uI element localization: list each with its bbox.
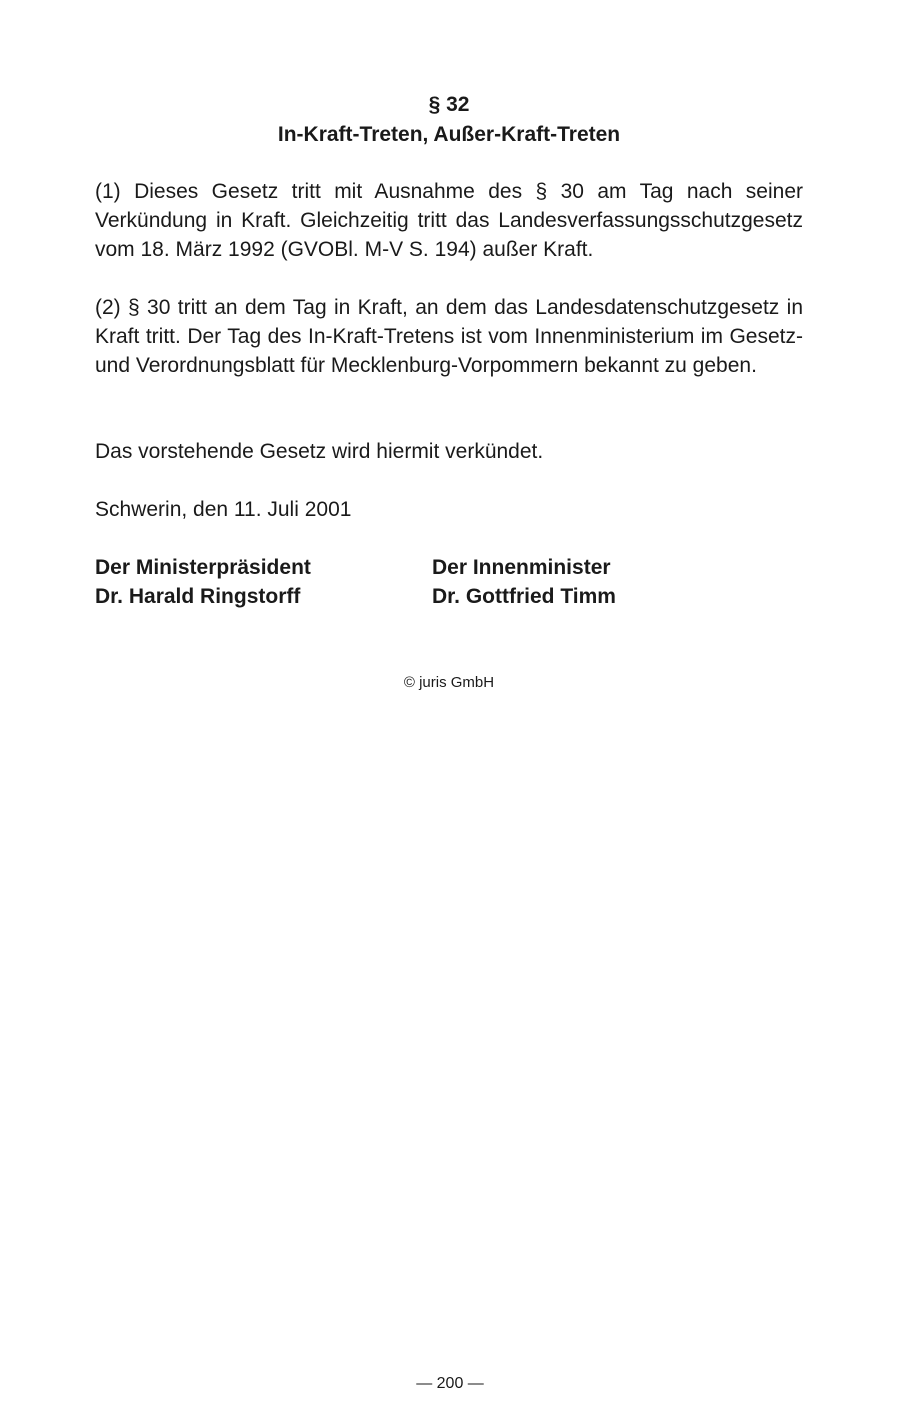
signature-office: Der Innenminister <box>432 556 611 579</box>
paragraph-2: (2) § 30 tritt an dem Tag in Kraft, an dem das Landesdatenschutzgesetz in Kraft tritt. Der Tag des In-Kraft-Tretens ist vom Innenministerium im Gesetz- und Verordnungsblatt für Mecklenburg-Vorpommern bekannt zu geben. <box>95 296 803 377</box>
copyright-notice: © juris GmbH <box>403 674 495 691</box>
proclamation-text: Das vorstehende Gesetz wird hiermit verkündet. <box>95 440 544 463</box>
page-number: — 200 — <box>416 1375 484 1392</box>
signature-block <box>95 553 803 611</box>
signature-right <box>432 553 616 611</box>
paragraph-1: (1) Dieses Gesetz tritt mit Ausnahme des § 30 am Tag nach seiner Verkündung in Kraft. Gleichzeitig tritt das Landesverfassungsschutzgesetz vom 18. März 1992 (GVOBl. M-V S. 194) außer Kraft. <box>95 180 803 261</box>
document-page <box>95 90 803 693</box>
signature-left <box>95 553 432 611</box>
signature-name: Dr. Gottfried Timm <box>432 585 616 608</box>
signature-name: Dr. Harald Ringstorff <box>95 585 301 608</box>
section-number: § 32 <box>428 93 470 116</box>
section-title: In-Kraft-Treten, Außer-Kraft-Treten <box>277 123 621 146</box>
place-and-date: Schwerin, den 11. Juli 2001 <box>95 498 352 521</box>
signature-office: Der Ministerpräsident <box>95 556 311 579</box>
